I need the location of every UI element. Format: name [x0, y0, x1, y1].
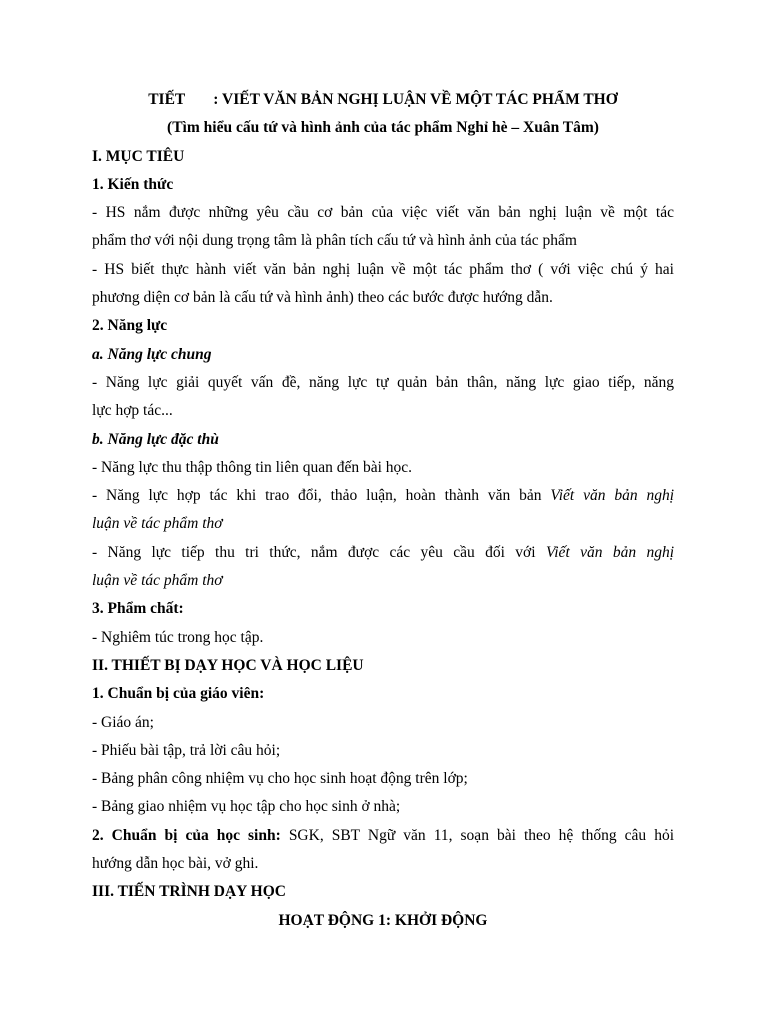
specific-competence-item-3-line-1: - Năng lực tiếp thu tri thức, nắm được các yêu cầu đối với Viết văn bản nghị	[92, 543, 675, 561]
document-body	[92, 86, 674, 935]
student-prep-line-2: hướng dẫn học bài, vở ghi.	[92, 855, 259, 873]
student-prep-line-1: 2. Chuẩn bị của học sinh: SGK, SBT Ngữ văn 11, soạn bài theo hệ thống câu hỏi	[92, 826, 675, 844]
knowledge-paragraph-2-line-1: - HS biết thực hành viết văn bản nghị luận về một tác phẩm thơ ( với việc chú ý hai	[92, 260, 674, 278]
teacher-prep-item-1: - Giáo án;	[92, 713, 154, 731]
knowledge-paragraph-2-line-2: phương diện cơ bản là cấu tứ và hình ảnh) theo các bước được hướng dẫn.	[92, 289, 553, 307]
specific-competence-item-2-line-2: luận về tác phẩm thơ	[92, 515, 223, 533]
specific-competence-item-3-line-2: luận về tác phẩm thơ	[92, 572, 223, 590]
quality-item-1: - Nghiêm túc trong học tập.	[92, 628, 264, 646]
specific-competence-item-1: - Năng lực thu thập thông tin liên quan đến bài học.	[92, 458, 413, 476]
lesson-title-prefix: TIẾT	[148, 91, 186, 108]
teacher-prep-item-4: - Bảng giao nhiệm vụ học tập cho học sinh ở nhà;	[92, 798, 401, 816]
subheading-competence: 2. Năng lực	[92, 317, 168, 335]
specific-competence-item-2-line-1: - Năng lực hợp tác khi trao đổi, thảo luận, hoàn thành văn bản Viết văn bản nghị	[92, 487, 675, 505]
section-heading-equipment: II. THIẾT BỊ DẠY HỌC VÀ HỌC LIỆU	[92, 656, 364, 674]
general-competence-line-1: - Năng lực giải quyết vấn đề, năng lực tự quản bản thân, năng lực giao tiếp, năng	[92, 373, 674, 391]
general-competence-line-2: lực hợp tác...	[92, 402, 173, 420]
subheading-specific-competence: b. Năng lực đặc thù	[92, 430, 219, 448]
lesson-title-main: : VIẾT VĂN BẢN NGHỊ LUẬN VỀ MỘT TÁC PHẨM THƠ	[213, 91, 618, 108]
lesson-title	[92, 86, 674, 114]
teacher-prep-item-2: - Phiếu bài tập, trả lời câu hỏi;	[92, 741, 281, 759]
section-heading-process: III. TIẾN TRÌNH DẠY HỌC	[92, 883, 286, 901]
section-heading-objectives: I. MỤC TIÊU	[92, 147, 185, 165]
activity-heading: HOẠT ĐỘNG 1: KHỞI ĐỘNG	[278, 911, 488, 929]
subheading-teacher-prep: 1. Chuẩn bị của giáo viên:	[92, 685, 265, 703]
subheading-knowledge: 1. Kiến thức	[92, 175, 174, 193]
subheading-general-competence: a. Năng lực chung	[92, 345, 212, 363]
knowledge-paragraph-1-line-1: - HS nắm được những yêu cầu cơ bản của việc viết văn bản nghị luận về một tác	[92, 204, 674, 222]
subheading-quality: 3. Phẩm chất:	[92, 600, 184, 618]
knowledge-paragraph-1-line-2: phẩm thơ với nội dung trọng tâm là phân tích cấu tứ và hình ảnh của tác phẩm	[92, 232, 577, 250]
teacher-prep-item-3: - Bảng phân công nhiệm vụ cho học sinh hoạt động trên lớp;	[92, 770, 468, 788]
lesson-subtitle: (Tìm hiểu cấu tứ và hình ảnh của tác phẩm Nghỉ hè – Xuân Tâm)	[167, 119, 599, 137]
